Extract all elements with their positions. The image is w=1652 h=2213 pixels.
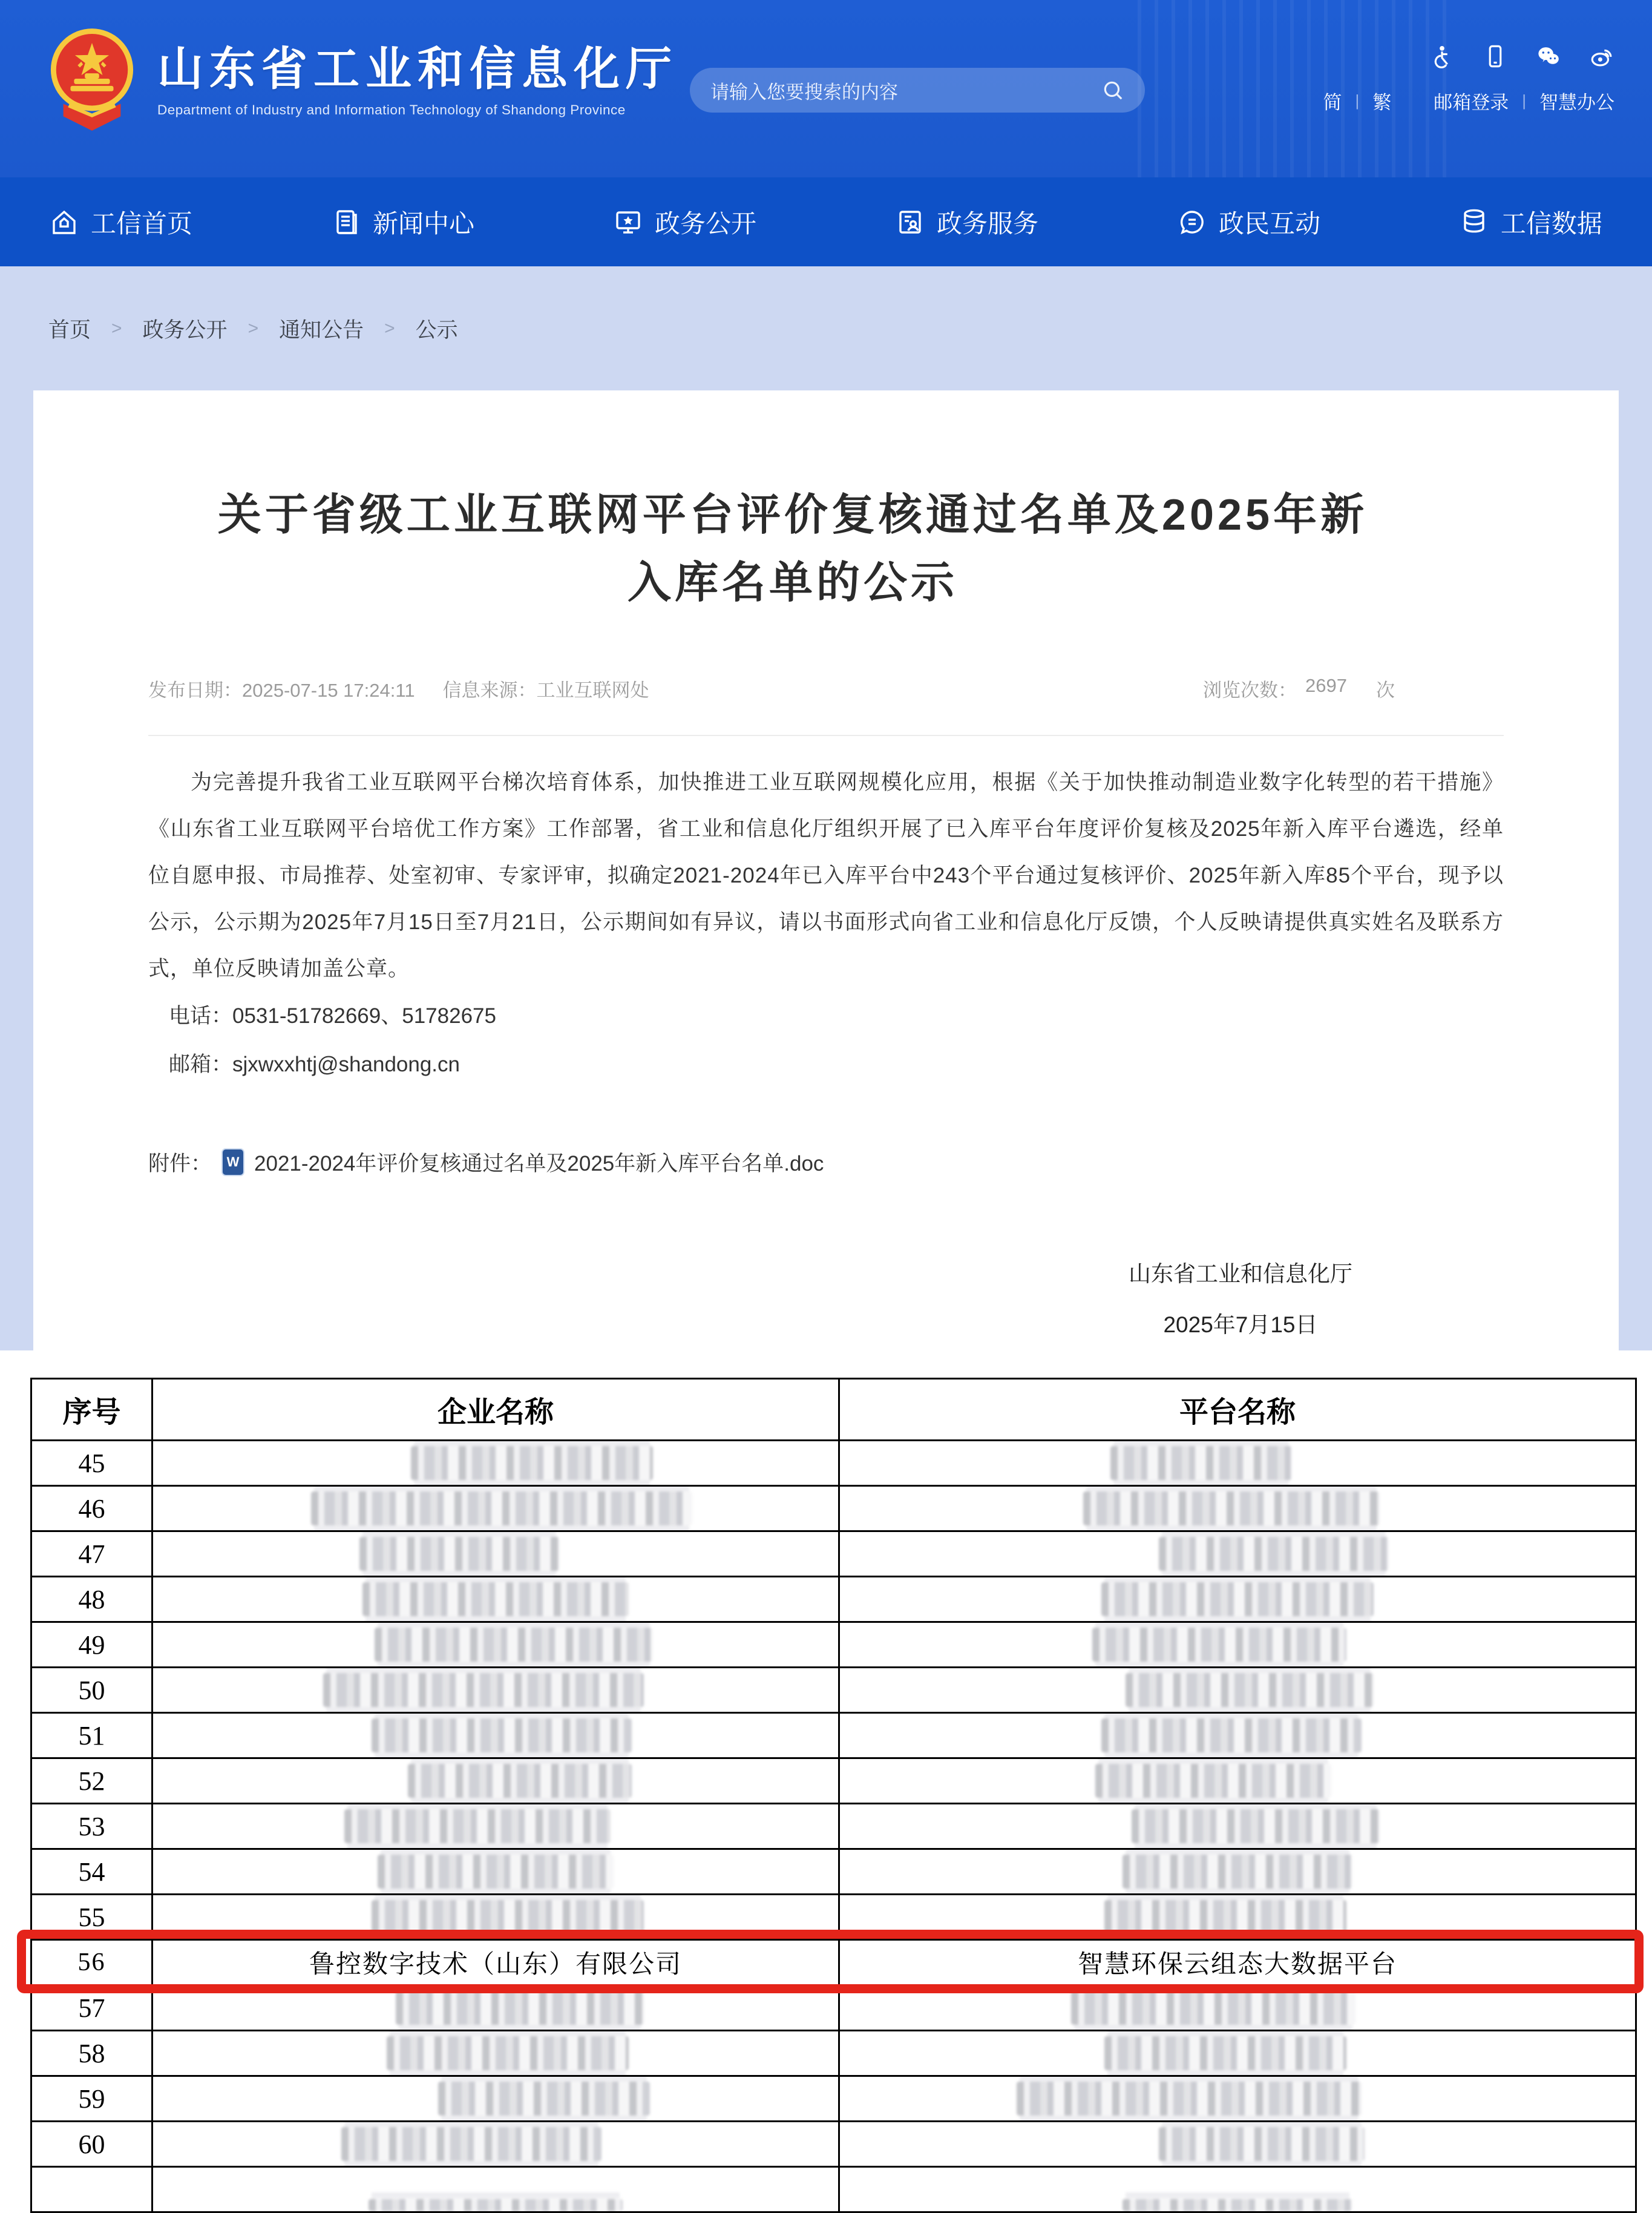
attachment-row <box>148 1147 1504 1177</box>
info-source: 信息来源：工业互联网处 <box>442 680 649 701</box>
attachment-label: 附件： <box>148 1152 212 1176</box>
wechat-icon[interactable] <box>1536 44 1561 69</box>
platform-cell <box>839 1668 1636 1713</box>
nav-item-services[interactable] <box>896 204 1038 240</box>
platform-cell <box>839 1441 1636 1486</box>
search-icon[interactable] <box>1101 79 1124 102</box>
table-row <box>31 1668 1636 1713</box>
table-row <box>31 1849 1636 1895</box>
nav-label: 政民互动 <box>1218 209 1320 238</box>
breadcrumb-home[interactable]: 首页 <box>48 318 91 342</box>
company-cell <box>152 1985 839 2031</box>
redacted-text-blur <box>359 1537 559 1571</box>
redacted-text-blur <box>438 2082 650 2116</box>
meta-divider <box>148 735 1504 736</box>
article-body: 为完善提升我省工业互联网平台梯次培育体系，加快推进工业互联网规模化应用，根据《关于加快推动制造业数字化转型的若干措施》《山东省工业互联网平台培优工作方案》工作部署，省工业和信息化厅组织开展了已入库平台年度评价复核及2025年新入库平台遴选，经单位自愿申报、市局推荐、处室初审、专家评审，拟确定2021-2024年已入库平台中243个平台通过复核评价、2025年新入库85个平台，现予以公示，公示期为2025年7月15日至7月21日，公示期间如有异议，请以书面形式向省工业和信息化厅反馈，个人反映请提供真实姓名及联系方式，单位反映请加盖公章。 <box>148 771 1504 981</box>
database-icon <box>1460 208 1489 237</box>
company-cell <box>152 1895 839 1940</box>
redacted-text-blur <box>323 1673 644 1707</box>
site-title: 山东省工业和信息化厅 <box>157 44 678 96</box>
redacted-text-blur <box>1110 1446 1292 1480</box>
redacted-text-blur <box>372 1900 644 1934</box>
platform-table <box>30 1378 1637 2213</box>
table-row <box>31 1441 1636 1486</box>
nav-label: 工信首页 <box>91 209 193 238</box>
redacted-text-blur <box>1101 1582 1374 1616</box>
views-count: 2697 <box>1305 675 1347 696</box>
platform-table-section <box>0 1350 1652 2213</box>
redacted-text-blur <box>378 1855 614 1889</box>
redacted-text-blur <box>396 1991 644 2025</box>
redacted-text-blur <box>1095 1764 1331 1798</box>
platform-cell <box>839 1804 1636 1849</box>
company-cell <box>152 1622 839 1668</box>
page-title-line2: 入库名单的公示 <box>627 559 958 607</box>
redacted-text-blur <box>311 1491 692 1525</box>
redacted-text-blur <box>372 1718 632 1752</box>
platform-cell <box>839 1985 1636 2031</box>
redacted-text-blur <box>1159 2127 1365 2161</box>
row-index-cell: 48 <box>31 1577 152 1622</box>
platform-cell <box>839 1622 1636 1668</box>
site-subtitle: Department of Industry and Information Technology of Shandong Province <box>157 102 626 117</box>
redacted-text-blur <box>1123 1855 1352 1889</box>
nav-item-disclosure[interactable] <box>614 204 756 240</box>
redacted-text-blur <box>362 1582 629 1616</box>
row-index-cell: 58 <box>31 2031 152 2076</box>
platform-cell <box>839 1713 1636 1758</box>
redacted-text-blur <box>1104 1900 1346 1934</box>
attachment-link[interactable]: 2021-2024年评价复核通过名单及2025年新入库平台名单.doc <box>254 1152 824 1176</box>
table-row-partial <box>31 2167 1636 2212</box>
row-index-cell: 46 <box>31 1486 152 1531</box>
word-doc-icon: W <box>223 1149 243 1175</box>
platform-cell: 智慧环保云组态大数据平台 <box>839 1940 1636 1985</box>
platform-cell <box>839 1486 1636 1531</box>
table-row <box>31 1622 1636 1668</box>
header-utility <box>1323 44 1614 114</box>
row-index-cell: 54 <box>31 1849 152 1895</box>
row-index-cell: 45 <box>31 1441 152 1486</box>
table-header-row <box>31 1379 1636 1441</box>
company-cell <box>152 1713 839 1758</box>
mobile-icon[interactable] <box>1483 44 1508 69</box>
nav-label: 新闻中心 <box>372 209 474 238</box>
table-row <box>31 2122 1636 2167</box>
article-meta <box>148 675 1504 702</box>
table-row <box>31 1531 1636 1577</box>
links-divider: | <box>1355 91 1360 110</box>
site-logo[interactable] <box>47 23 678 138</box>
table-row <box>31 1940 1636 1985</box>
table-row <box>31 1713 1636 1758</box>
nav-item-news[interactable] <box>332 204 474 240</box>
platform-cell <box>839 1577 1636 1622</box>
company-cell: 鲁控数字技术（山东）有限公司 <box>152 1940 839 1985</box>
redacted-text-blur <box>1101 1718 1362 1752</box>
nav-label: 政务公开 <box>654 209 756 238</box>
nav-label: 政务服务 <box>936 209 1038 238</box>
weibo-icon[interactable] <box>1589 44 1614 69</box>
redacted-text-blur <box>1071 1991 1355 2025</box>
row-index-cell: 56 <box>31 1940 152 1985</box>
row-index-cell: 59 <box>31 2076 152 2122</box>
company-cell <box>152 2031 839 2076</box>
row-index-cell: 49 <box>31 1622 152 1668</box>
breadcrumb-disclosure[interactable]: 政务公开 <box>142 318 228 342</box>
row-index-cell: 50 <box>31 1668 152 1713</box>
table-row <box>31 2031 1636 2076</box>
national-emblem-icon <box>47 23 137 138</box>
chat-icon <box>1178 208 1207 237</box>
breadcrumb-notices[interactable]: 通知公告 <box>279 318 364 342</box>
table-row <box>31 2076 1636 2122</box>
article-card <box>33 390 1619 1350</box>
sign-date: 2025年7月15日 <box>1163 1312 1318 1337</box>
platform-cell <box>839 2122 1636 2167</box>
col-header-platform: 平台名称 <box>839 1379 1636 1441</box>
id-card-icon <box>896 208 925 237</box>
redacted-text-blur <box>408 1764 632 1798</box>
company-cell <box>152 1577 839 1622</box>
nav-item-data[interactable] <box>1460 204 1602 240</box>
table-row <box>31 1577 1636 1622</box>
breadcrumb-current: 公示 <box>415 318 458 342</box>
lang-traditional-link[interactable]: 繁 <box>1372 92 1392 113</box>
page-title <box>148 481 1437 617</box>
search-input[interactable]: 请输入您要搜索的内容 <box>710 81 898 103</box>
platform-cell <box>839 2031 1636 2076</box>
redacted-text-blur <box>1132 1809 1380 1843</box>
views-label: 浏览次数： <box>1203 680 1297 701</box>
company-cell <box>152 1441 839 1486</box>
platform-cell <box>839 1531 1636 1577</box>
signature-block <box>1129 1249 1352 1350</box>
nav-label: 工信数据 <box>1500 209 1602 238</box>
redacted-text-blur <box>341 2127 601 2161</box>
redacted-text-blur <box>1083 1491 1380 1525</box>
company-cell <box>152 1758 839 1804</box>
accessibility-icon[interactable] <box>1429 44 1455 69</box>
phone-line: 电话：0531-51782669、51782675 <box>169 1004 496 1028</box>
row-index-cell: 57 <box>31 1985 152 2031</box>
table-row <box>31 1758 1636 1804</box>
redacted-text-blur <box>375 1628 653 1662</box>
table-row <box>31 1985 1636 2031</box>
breadcrumb-separator: > <box>111 318 122 338</box>
row-index-cell: 51 <box>31 1713 152 1758</box>
redacted-text-blur <box>1104 2036 1346 2070</box>
platform-cell <box>839 1849 1636 1895</box>
redacted-text-blur <box>1159 1537 1389 1571</box>
row-index-cell: 60 <box>31 2122 152 2167</box>
nav-item-home[interactable] <box>50 204 192 240</box>
breadcrumb-separator: > <box>247 318 259 338</box>
company-cell <box>152 2122 839 2167</box>
redacted-text-blur <box>1126 1673 1374 1707</box>
row-index-cell: 53 <box>31 1804 152 1849</box>
redacted-text-blur <box>344 1809 611 1843</box>
redacted-text-blur <box>411 1446 653 1480</box>
table-row <box>31 1486 1636 1531</box>
company-cell <box>152 1668 839 1713</box>
nav-item-interaction[interactable] <box>1178 204 1320 240</box>
platform-cell <box>839 1895 1636 1940</box>
monitor-icon <box>614 208 643 237</box>
company-cell <box>152 1486 839 1531</box>
article-card-wrap <box>0 390 1652 1350</box>
redacted-text-blur <box>1017 2082 1362 2116</box>
col-header-index: 序号 <box>31 1379 152 1441</box>
smart-office-link[interactable]: 智慧办公 <box>1539 92 1614 113</box>
main-nav <box>0 177 1652 266</box>
company-cell <box>152 2076 839 2122</box>
row-index-cell: 52 <box>31 1758 152 1804</box>
company-cell <box>152 1531 839 1577</box>
page-title-line1: 关于省级工业互联网平台评价复核通过名单及2025年新 <box>217 491 1368 539</box>
news-icon <box>332 208 361 237</box>
redacted-text-blur <box>387 2036 629 2070</box>
breadcrumb-separator: > <box>384 318 395 338</box>
redacted-text-blur <box>1092 1628 1346 1662</box>
row-index-cell: 47 <box>31 1531 152 1577</box>
views-unit: 次 <box>1376 680 1395 701</box>
company-cell <box>152 1804 839 1849</box>
signer: 山东省工业和信息化厅 <box>1129 1261 1352 1286</box>
lang-simplified-link[interactable]: 简 <box>1323 92 1342 113</box>
col-header-company: 企业名称 <box>152 1379 839 1441</box>
company-cell <box>152 1849 839 1895</box>
platform-cell <box>839 1758 1636 1804</box>
site-header <box>0 0 1652 177</box>
breadcrumb-strip <box>0 266 1652 390</box>
breadcrumb <box>48 314 458 344</box>
links-divider: | <box>1522 91 1526 110</box>
row-index-cell: 55 <box>31 1895 152 1940</box>
search-box[interactable] <box>690 68 1145 113</box>
mail-login-link[interactable]: 邮箱登录 <box>1434 92 1509 113</box>
table-row <box>31 1895 1636 1940</box>
table-row <box>31 1804 1636 1849</box>
email-line: 邮箱：sjxwxxhtj@shandong.cn <box>169 1053 460 1076</box>
publish-date: 发布日期：2025-07-15 17:24:11 <box>148 680 415 701</box>
platform-cell <box>839 2076 1636 2122</box>
home-icon <box>50 208 79 237</box>
